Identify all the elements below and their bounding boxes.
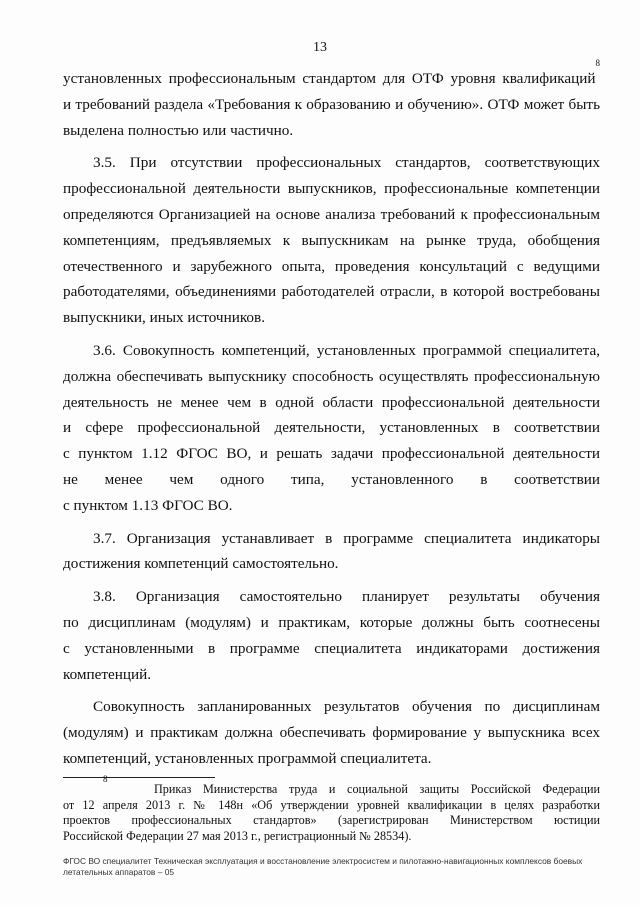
page-footer [63, 856, 600, 878]
paragraph-line: Совокупность запланированных результатов обучения по дисциплинам [93, 698, 600, 716]
paragraph-line: выпускники, иных источников. [63, 309, 265, 327]
paragraph-line: компетенциям, предъявляемых к выпускникам на рынке труда, обобщения [63, 231, 600, 249]
footnote-reference[interactable]: 8 [595, 58, 600, 68]
footnote-line: проектов профессиональных стандартов» (зарегистрирован Министерством юстиции [63, 813, 600, 827]
paragraph-line: не менее чем одного типа, установленного в соответствии [63, 470, 600, 488]
page-number: 13 [313, 40, 327, 55]
paragraph-line: и сфере профессиональной деятельности, установленных в соответствии [63, 419, 600, 437]
paragraph-line: работодателями, объединениями работодателей отрасли, в которой востребованы [63, 283, 600, 301]
footer-line: ФГОС ВО специалитет Техническая эксплуатация и восстановление электросистем и пилотажно-навигационных комплексов боевых [63, 856, 583, 866]
paragraph-line: установленных профессиональным стандартом для ОТФ уровня квалификаций$^8$ [63, 58, 600, 87]
paragraph-line: с установленными в программе специалитета индикаторами достижения [63, 639, 600, 657]
paragraph-line: выделена полностью или частично. [63, 121, 294, 139]
paragraph-line: достижения компетенций самостоятельно. [63, 555, 339, 573]
document-body [63, 58, 600, 772]
paragraph-line: деятельность не менее чем в одной области профессиональной деятельности [63, 393, 600, 411]
paragraph-line: 3.8. Организация самостоятельно планирует результаты обучения [93, 588, 600, 606]
paragraph-line: по дисциплинам (модулям) и практикам, которые должны быть соотнесены [63, 613, 600, 631]
paragraph-line: с пунктом 1.12 ФГОС ВО, и решать задачи профессиональной деятельности [63, 445, 600, 463]
paragraph-line: 3.6. Совокупность компетенций, установленных программой специалитета, [93, 341, 600, 359]
paragraph-line: (модулям) и практикам должна обеспечивать формирование у выпускника всех [63, 724, 600, 742]
paragraph-line: отечественного и зарубежного опыта, проведения консультаций с ведущими [63, 257, 600, 275]
paragraph-line: компетенций. [63, 665, 152, 683]
footnote-line: Российской Федерации 27 мая 2013 г., регистрационный № 28534). [63, 828, 412, 843]
footnote [63, 774, 601, 844]
paragraph-line: компетенций, установленных программой специалитета. [63, 749, 432, 767]
paragraph-line: должна обеспечивать выпускнику способность осуществлять профессиональную [63, 367, 600, 385]
paragraph-line: 3.5. При отсутствии профессиональных стандартов, соответствующих [93, 154, 600, 172]
footnote-line: $^8$ Приказ Министерства труда и социальной защиты Российской Федерации [103, 774, 601, 796]
paragraph-line: определяются Организацией на основе анализа требований к профессиональным [63, 205, 600, 223]
paragraph-line: профессиональной деятельности выпускников, профессиональные компетенции [63, 180, 600, 198]
paragraph-line: и требований раздела «Требования к образованию и обучению». ОТФ может быть [63, 95, 600, 113]
paragraph-line: с пунктом 1.13 ФГОС ВО. [63, 496, 233, 514]
paragraph-line: 3.7. Организация устанавливает в программе специалитета индикаторы [93, 529, 600, 547]
footer-line: летательных аппаратов – 05 [63, 867, 175, 877]
footnote-divider [63, 777, 215, 778]
footnote-marker: 8 [103, 774, 108, 784]
footnote-line: от 12 апреля 2013 г. № 148н «Об утверждении уровней квалификации в целях разработки [63, 797, 600, 812]
